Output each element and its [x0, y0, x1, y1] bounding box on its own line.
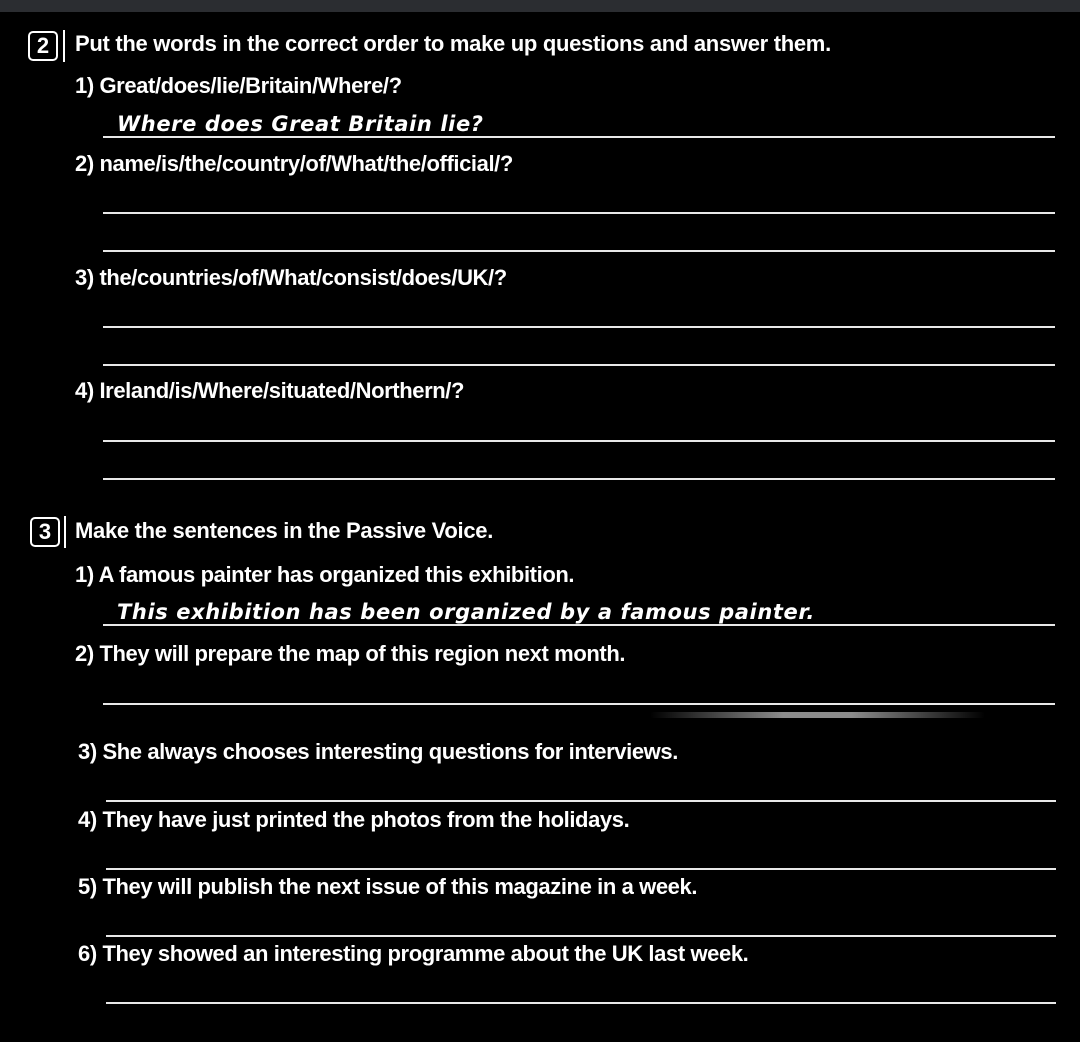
exercise-number-badge: 3 [30, 517, 60, 547]
badge-divider [63, 30, 65, 62]
top-bar [0, 0, 1080, 12]
answer-line [103, 478, 1055, 480]
answer-line [103, 624, 1055, 626]
question-item: 2) name/is/the/country/of/What/the/official/? [75, 151, 513, 176]
exercise-instruction: Make the sentences in the Passive Voice. [75, 518, 494, 543]
sentence-item: 1) A famous painter has organized this exhibition. [75, 562, 575, 587]
sentence-item: 6) They showed an interesting programme about the UK last week. [78, 941, 749, 966]
question-item: 1) Great/does/lie/Britain/Where/? [75, 73, 402, 98]
answer-line [106, 1002, 1056, 1004]
answer-line [103, 250, 1055, 252]
answer-line [103, 703, 1055, 705]
sentence-item: 2) They will prepare the map of this region next month. [75, 641, 626, 666]
badge-divider [64, 516, 66, 548]
question-item: 4) Ireland/is/Where/situated/Northern/? [75, 378, 465, 403]
answer-line [106, 800, 1056, 802]
sentence-item: 4) They have just printed the photos from the holidays. [78, 807, 630, 832]
answer-line [106, 935, 1056, 937]
answer-line [103, 364, 1055, 366]
question-item: 3) the/countries/of/What/consist/does/UK/? [75, 265, 507, 290]
sentence-item: 5) They will publish the next issue of this magazine in a week. [78, 874, 698, 899]
answer-line [103, 440, 1055, 442]
sentence-item: 3) She always chooses interesting questions for interviews. [78, 739, 678, 764]
answer-line [106, 868, 1056, 870]
exercise-number-badge: 2 [28, 31, 58, 61]
scan-smudge [650, 712, 985, 718]
handwritten-answer: Where does Great Britain lie? [117, 112, 484, 136]
answer-line [103, 326, 1055, 328]
answer-line [103, 136, 1055, 138]
answer-line [103, 212, 1055, 214]
handwritten-answer: This exhibition has been organized by a famous painter. [117, 600, 815, 624]
exercise-instruction: Put the words in the correct order to make up questions and answer them. [75, 31, 831, 56]
